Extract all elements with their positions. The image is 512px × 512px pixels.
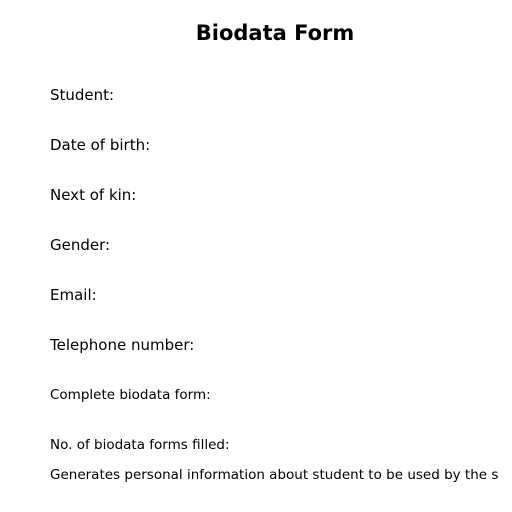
- complete-biodata-form-label: Complete biodata form:: [50, 387, 211, 403]
- telephone-number-label: Telephone number:: [50, 336, 195, 354]
- date-of-birth-label: Date of birth:: [50, 136, 151, 154]
- form-title: Biodata Form: [195, 21, 355, 45]
- gender-label: Gender:: [50, 236, 111, 254]
- forms-filled-count-label: No. of biodata forms filled:: [50, 437, 230, 453]
- student-label: Student:: [50, 86, 115, 104]
- next-of-kin-label: Next of kin:: [50, 186, 137, 204]
- email-label: Email:: [50, 286, 97, 304]
- form-description: Generates personal information about student to be used by the s: [50, 467, 499, 483]
